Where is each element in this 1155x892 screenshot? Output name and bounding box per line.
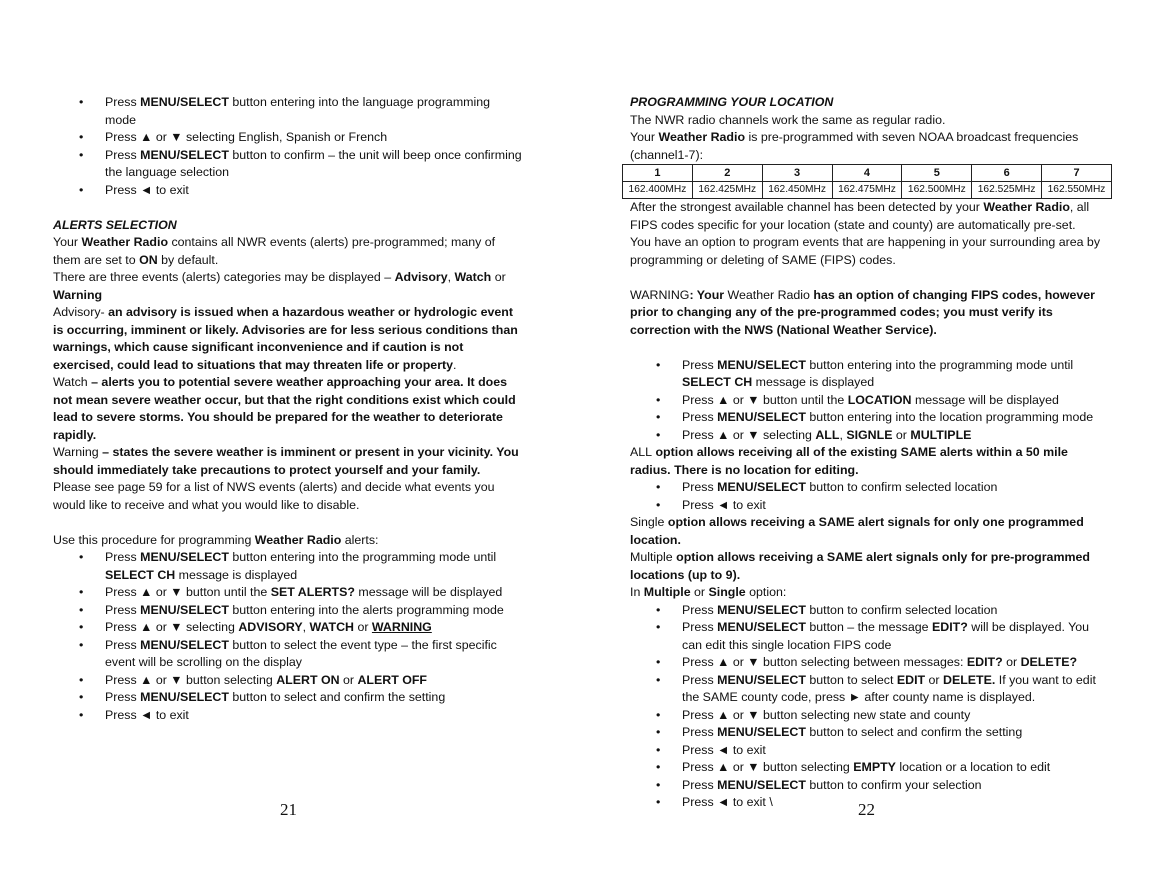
text-run: contains all NWR events (alerts) pre-programmed; many of them are set to [53, 235, 496, 267]
bold-text: LOCATION [847, 392, 912, 407]
list-item [53, 129, 523, 147]
text-run: Press [105, 95, 141, 109]
categories-paragraph [53, 269, 523, 304]
text-run: Press ▲ or ▼ selecting [682, 427, 816, 442]
list-item [630, 357, 1108, 392]
bold-text: SIGNLE [846, 427, 893, 442]
text-run: message will be displayed [911, 392, 1059, 407]
procedure-paragraph [53, 532, 523, 550]
text-run: button entering into the programming mode until [228, 550, 497, 564]
list-item [630, 619, 1108, 654]
bold-text: MENU/SELECT [717, 357, 806, 372]
list-item [53, 182, 523, 200]
option-paragraph: You have an option to program events that are happening in your surrounding area by programming or deleting of SAME (FIPS) codes. [630, 235, 1101, 267]
right-page [578, 0, 1155, 892]
bold-text: MENU/SELECT [140, 550, 229, 564]
text-run: Press [105, 690, 141, 704]
bold-text: MENU/SELECT [717, 777, 806, 792]
channels-paragraph: The NWR radio channels work the same as regular radio. [630, 112, 946, 127]
bold-text: ALERT OFF [357, 672, 427, 687]
text-run: Advisory- [53, 305, 105, 319]
frequency-cell: 162.500MHz [902, 182, 972, 199]
text-run: by default. [157, 252, 219, 267]
text-run: or [339, 672, 358, 687]
left-page-content [53, 94, 523, 724]
text-run: or [925, 672, 943, 687]
bold-text: EDIT? [966, 655, 1003, 669]
text-run: Press [105, 147, 141, 162]
text-run: Press ▲ or ▼ selecting [105, 620, 239, 634]
frequency-cell: 162.550MHz [1042, 182, 1112, 199]
text-run: message is displayed [752, 375, 875, 389]
bold-text: DELETE? [1020, 655, 1078, 669]
bold-text: MULTIPLE [910, 427, 972, 442]
channel-row [623, 165, 1112, 182]
list-item [630, 707, 1108, 725]
channel-cell: 3 [762, 165, 832, 182]
bold-text: Multiple [643, 585, 691, 599]
text-run: Press ▲ or ▼ button selecting [682, 760, 854, 774]
channel-cell: 2 [692, 165, 762, 182]
bold-text: Advisory [394, 270, 448, 284]
text-run: Press ▲ or ▼ button selecting between messages: [682, 655, 967, 669]
right-page-content [630, 94, 1108, 812]
list-item [53, 602, 523, 620]
text-run: button entering into the alerts programming mode [228, 602, 504, 617]
text-run: button to confirm selected location [805, 602, 998, 617]
alerts-selection-heading: ALERTS SELECTION [53, 217, 177, 232]
list-item [630, 479, 1108, 497]
bold-text: MENU/SELECT [140, 637, 229, 652]
bold-text: WARNING [371, 620, 432, 634]
text-run: Press ▲ or ▼ button selecting new state and county [682, 707, 971, 722]
multiple-option-paragraph [630, 549, 1108, 584]
location-steps-list [630, 357, 1108, 445]
multiple-single-intro [630, 584, 1108, 602]
see-page-paragraph: Please see page 59 for a list of NWS events (alerts) and decide what events you would like to receive and what you would like to disable. [53, 480, 495, 512]
channel-cell: 4 [832, 165, 902, 182]
text-run: alerts: [341, 532, 379, 547]
bold-text: – alerts you to potential severe weather approaching your area. It does not mean severe weather occur, but that the right conditions exist which could lead to severe storms. You should be prepared for the weather to deteriorate rapidly. [53, 375, 516, 442]
text-run: Press ▲ or ▼ selecting English, Spanish or French [105, 130, 388, 144]
text-run: or [491, 270, 506, 284]
single-option-paragraph [630, 514, 1108, 549]
frequency-cell: 162.425MHz [692, 182, 762, 199]
text-run: Press ◄ to exit [105, 707, 189, 722]
text-run: message is displayed [175, 567, 298, 582]
bold-text: EDIT [896, 672, 926, 687]
alert-steps-list [53, 549, 523, 724]
text-run: After the strongest available channel has been detected by your [630, 200, 984, 214]
text-run: , [302, 620, 310, 634]
text-run: option: [745, 585, 787, 599]
language-steps-list [53, 94, 523, 199]
text-run: Your [53, 235, 82, 249]
fips-warning-paragraph [630, 287, 1108, 340]
list-item [630, 742, 1108, 760]
bold-text: MENU/SELECT [717, 480, 806, 494]
bold-text: EDIT? [932, 620, 968, 634]
bold-text: option allows receiving a SAME alert signals for only one programmed location. [630, 515, 1084, 547]
text-run: is pre-programmed with seven NOAA broadcast frequencies (channel1-7): [630, 130, 1079, 162]
text-run: will be displayed. You can edit this single location FIPS code [682, 620, 1090, 652]
text-run: Watch [53, 375, 88, 389]
text-run: button to select [805, 672, 897, 687]
text-run: Press ▲ or ▼ button until the [682, 392, 848, 407]
text-run: button to select and confirm the setting [228, 690, 446, 704]
list-item [630, 672, 1108, 707]
text-run: Press ◄ to exit [682, 742, 766, 757]
channel-cell: 6 [972, 165, 1042, 182]
bold-text: MENU/SELECT [717, 410, 806, 424]
text-run: or [354, 620, 372, 634]
list-item [53, 94, 523, 129]
text-run: Use this procedure for programming [53, 532, 255, 547]
programming-location-heading: PROGRAMMING YOUR LOCATION [630, 95, 834, 109]
text-run: button to confirm your selection [805, 777, 982, 792]
channel-cell: 7 [1042, 165, 1112, 182]
text-run: Press [682, 672, 718, 687]
text-run: If you want to edit the SAME county code, press ► after county name is displayed. [682, 672, 1096, 704]
text-run: , [447, 270, 455, 284]
text-run: Press ◄ to exit [682, 497, 766, 512]
list-item [53, 147, 523, 182]
page-number: 21 [280, 800, 297, 819]
list-item [630, 392, 1108, 410]
text-run: Press [682, 725, 718, 739]
contains-paragraph [53, 234, 523, 269]
text-run: Multiple [630, 550, 673, 564]
text-run: Press [682, 777, 718, 792]
list-item [53, 707, 523, 725]
bold-text: option allows receiving a SAME alert signals only for pre-programmed locations (up to 9). [630, 550, 1090, 582]
list-item [630, 427, 1108, 445]
text-run: button entering into the location programming mode [805, 410, 1094, 424]
frequency-cell: 162.450MHz [762, 182, 832, 199]
text-run: button entering into the programming mode until [805, 357, 1074, 372]
watch-paragraph [53, 374, 523, 444]
text-run: Your [630, 130, 659, 144]
list-item [630, 654, 1108, 672]
text-run: Press [682, 620, 718, 634]
bold-text: MENU/SELECT [140, 147, 229, 162]
frequency-cell: 162.475MHz [832, 182, 902, 199]
after-detect-paragraph [630, 199, 1108, 234]
all-option-paragraph [630, 444, 1108, 479]
bold-text: Weather Radio [254, 532, 342, 547]
bold-text: SELECT CH [105, 567, 176, 582]
bold-text: MENU/SELECT [717, 602, 806, 617]
bold-text: SELECT CH [682, 375, 753, 389]
text-run: location or a location to edit [895, 760, 1051, 774]
bold-text: Watch [454, 270, 492, 284]
channel-cell: 5 [902, 165, 972, 182]
bold-text: EMPTY [853, 760, 896, 774]
frequency-cell: 162.400MHz [623, 182, 693, 199]
text-run: button to confirm selected location [805, 480, 998, 494]
text-run: Press ◄ to exit [105, 182, 189, 197]
text-run: Press [682, 602, 718, 617]
list-item [630, 409, 1108, 427]
text-run: Press [682, 357, 718, 372]
list-item [630, 724, 1108, 742]
bold-text: Weather Radio [658, 130, 746, 144]
list-item [53, 672, 523, 690]
text-run: Press [682, 410, 718, 424]
bold-text: MENU/SELECT [717, 620, 806, 634]
list-item [630, 777, 1108, 795]
bold-text: ALERT ON [276, 672, 340, 687]
list-item [53, 689, 523, 707]
text-run: Press ▲ or ▼ button selecting [105, 672, 277, 687]
advisory-paragraph [53, 304, 523, 374]
text-run: , all FIPS codes specific for your location (state and county) are automatically pre-set. [630, 200, 1090, 232]
channel-cell: 1 [623, 165, 693, 182]
text-run: button entering into the language programming mode [105, 95, 491, 127]
bold-text: Warning [53, 287, 103, 302]
bold-text: option allows receiving all of the existing SAME alerts within a 50 mile radius. There is no location for editing. [630, 445, 1068, 477]
preprogrammed-paragraph [630, 129, 1108, 164]
list-item [630, 497, 1108, 515]
text-run: Press ▲ or ▼ button until the [105, 585, 271, 599]
text-run: There are three events (alerts) categories may be displayed – [53, 270, 395, 284]
frequency-cell: 162.525MHz [972, 182, 1042, 199]
text-run: Press [682, 480, 718, 494]
text-run: ALL [630, 445, 653, 459]
text-run: button – the message [805, 620, 932, 634]
bold-text: WATCH [309, 620, 355, 634]
frequency-row [623, 182, 1112, 199]
text-run: Press [105, 637, 141, 652]
text-run: button to select the event type – the first specific event will be scrolling on the display [105, 637, 497, 669]
bold-text: DELETE. [943, 672, 996, 687]
list-item [630, 759, 1108, 777]
text-run: In [630, 585, 644, 599]
bold-text: has an option of changing FIPS codes, however prior to changing any of the pre-programmed codes; you must verify its correction with the NWS (National Weather Service). [630, 287, 1095, 337]
list-item [53, 619, 523, 637]
text-run: Press ◄ to exit \ [682, 795, 773, 809]
bold-text: ADVISORY [238, 620, 303, 634]
text-run: Weather Radio [727, 287, 810, 302]
text-run: or [892, 427, 911, 442]
all-option-steps-list [630, 479, 1108, 514]
list-item [53, 549, 523, 584]
bold-text: an advisory is issued when a hazardous weather or hydrologic event is occurring, imminent or likely. Advisories are for less serious conditions than warnings, which cause significant inconvenience and if caution is not exercised, could lead to situations that may threaten life or property [53, 305, 518, 372]
bold-text: ON [139, 252, 158, 267]
bold-text: : Your [689, 287, 728, 302]
text-run: button to select and confirm the setting [805, 725, 1023, 739]
bold-text: – states the severe weather is imminent or present in your vicinity. You should immediately take precautions to protect yourself and your family. [53, 445, 519, 477]
text-run: WARNING [630, 287, 690, 302]
text-run: message will be displayed [354, 585, 503, 599]
list-item [53, 637, 523, 672]
text-run: . [453, 357, 457, 372]
bold-text: ALL [815, 427, 840, 442]
text-run: Warning [53, 445, 99, 459]
bold-text: MENU/SELECT [717, 725, 806, 739]
list-item [630, 602, 1108, 620]
text-run: Press [105, 550, 141, 564]
text-run: Single [630, 515, 665, 529]
text-run: Press [105, 602, 141, 617]
bold-text: Single [708, 585, 746, 599]
bold-text: MENU/SELECT [140, 95, 229, 109]
bold-text: MENU/SELECT [717, 672, 806, 687]
warning-paragraph [53, 444, 523, 479]
text-run: or [690, 585, 709, 599]
frequency-table [622, 164, 1112, 199]
bold-text: Weather Radio [81, 235, 169, 249]
bold-text: SET ALERTS? [270, 585, 355, 599]
bold-text: Weather Radio [983, 200, 1070, 214]
list-item [53, 584, 523, 602]
bold-text: MENU/SELECT [140, 602, 229, 617]
multiple-single-steps-list [630, 602, 1108, 812]
page-number: 22 [858, 800, 875, 819]
bold-text: MENU/SELECT [140, 690, 229, 704]
text-run: or [1002, 655, 1021, 669]
text-run: button to confirm – the unit will beep once confirming the language selection [105, 147, 522, 179]
text-run: , [839, 427, 847, 442]
